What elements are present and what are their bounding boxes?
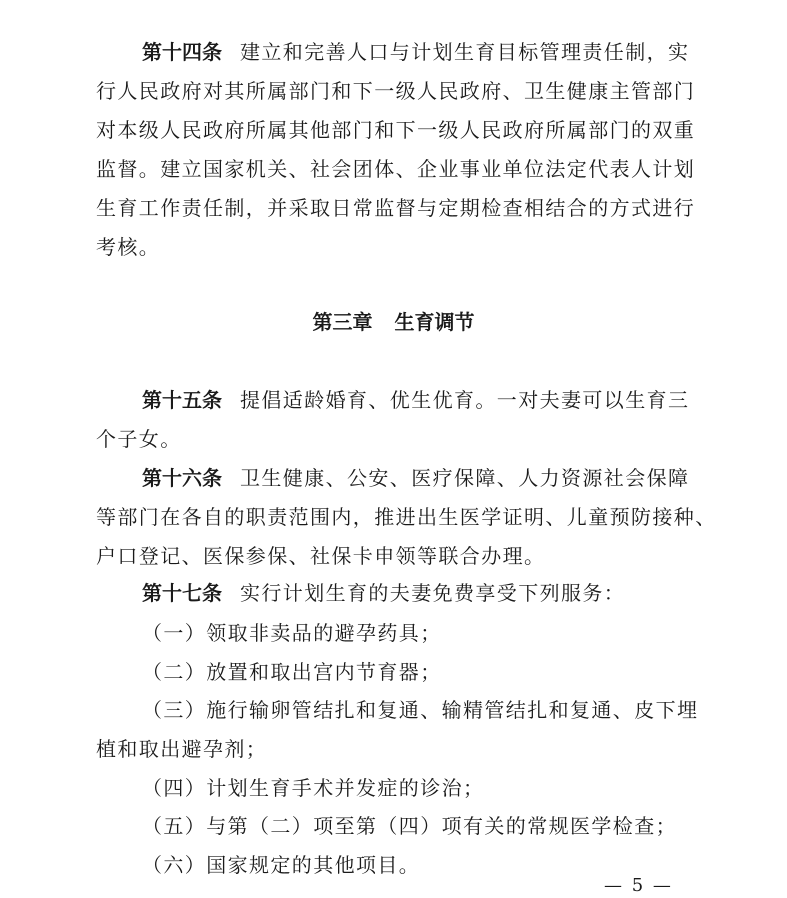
article-14-paragraph <box>142 39 688 65</box>
article-17-item-2: （二）放置和取出宫内节育器； <box>142 660 442 684</box>
article-16-line-2: 等部门在各自的职责范围内，推进出生医学证明、儿童预防接种、 <box>96 505 717 529</box>
chapter-heading <box>0 309 787 335</box>
article-15-line-2: 个子女。 <box>96 427 182 451</box>
page-number: — 5 — <box>604 875 673 896</box>
article-15-title: 第十五条 <box>142 388 222 412</box>
article-14-line-4: 监督。建立国家机关、社会团体、企业事业单位法定代表人计划 <box>96 157 696 181</box>
article-15-paragraph <box>142 387 688 413</box>
article-17-item-3-continued: 植和取出避孕剂； <box>96 737 268 761</box>
article-17-item-1: （一）领取非卖品的避孕药具； <box>142 621 442 645</box>
article-14-line-2: 行人民政府对其所属部门和下一级人民政府、卫生健康主管部门 <box>96 79 696 103</box>
article-15-line-1: 提倡适龄婚育、优生优育。一对夫妻可以生育三 <box>240 388 690 412</box>
article-17-item-5: （五）与第（二）项至第（四）项有关的常规医学检查； <box>142 814 677 838</box>
article-14-title: 第十四条 <box>142 40 222 64</box>
article-17-item-4: （四）计划生育手术并发症的诊治； <box>142 776 485 800</box>
article-14-line-1: 建立和完善人口与计划生育目标管理责任制，实 <box>240 40 690 64</box>
article-17-item-3: （三）施行输卵管结扎和复通、输精管结扎和复通、皮下埋 <box>142 698 699 722</box>
article-16-paragraph <box>142 465 688 491</box>
chapter-number: 第三章 <box>312 310 373 334</box>
article-14-line-5: 生育工作责任制，并采取日常监督与定期检查相结合的方式进行 <box>96 196 696 220</box>
article-17-line-1: 实行计划生育的夫妻免费享受下列服务： <box>240 581 626 605</box>
article-14-line-6: 考核。 <box>96 235 161 259</box>
article-16-line-3: 户口登记、医保参保、社保卡申领等联合办理。 <box>96 544 546 568</box>
chapter-title: 生育调节 <box>394 310 475 334</box>
article-17-item-6: （六）国家规定的其他项目。 <box>142 853 421 877</box>
article-16-title: 第十六条 <box>142 466 222 490</box>
article-17-title: 第十七条 <box>142 581 222 605</box>
article-14-line-3: 对本级人民政府所属其他部门和下一级人民政府所属部门的双重 <box>96 118 696 142</box>
article-16-line-1: 卫生健康、公安、医疗保障、人力资源社会保障 <box>240 466 690 490</box>
article-17-paragraph <box>142 580 688 606</box>
